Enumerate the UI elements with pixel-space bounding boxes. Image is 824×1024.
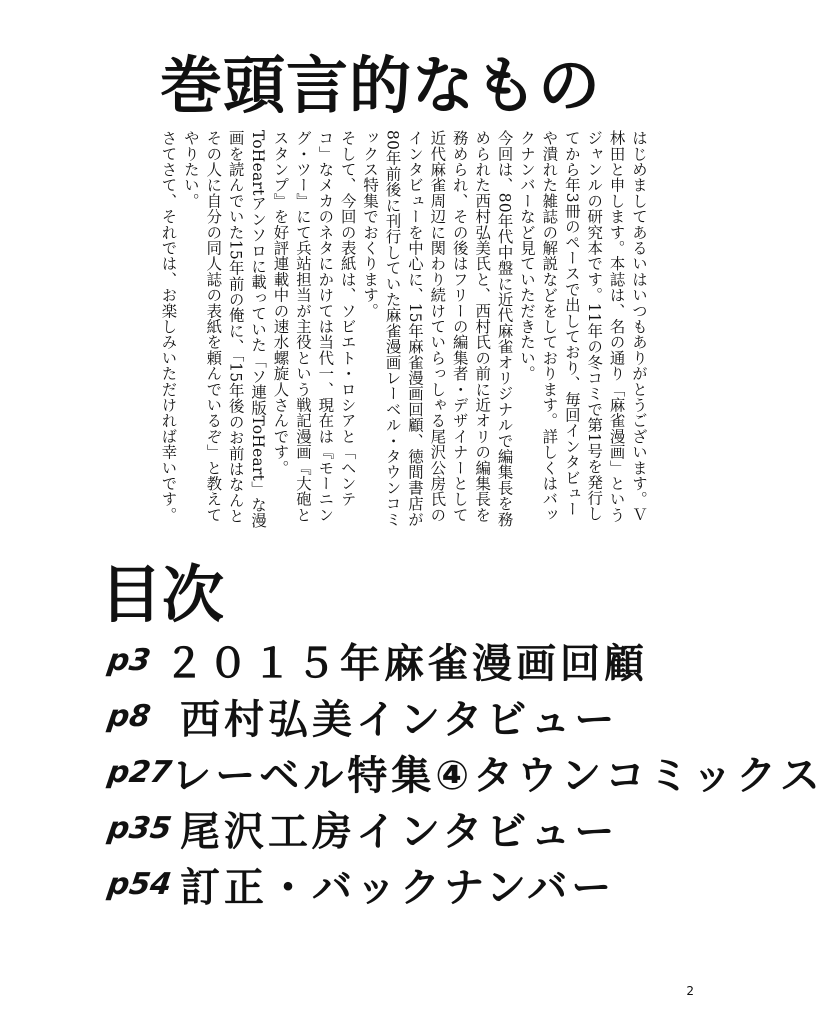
paragraph: 今回は、80年代中盤に近代麻雀オリジナルで編集長を務められた西村弘美氏と、西村氏の前に近オリの編集長を務められ、その後はフリーの編集者・デザイナーとして近代麻雀周辺に関わり続けていらっしゃる尾沢公房氏のインタビューを中心に、15年麻雀漫画回顧、徳間書店が80年前後に刊行していた麻雀漫画レーベル・タウンコミックス特集でおくります。	[361, 130, 514, 527]
toc-item	[105, 856, 648, 912]
toc-item	[105, 744, 824, 800]
table-of-contents	[105, 632, 824, 912]
toc-item	[105, 632, 648, 688]
toc-title: 尾沢工房インタビュー	[180, 808, 619, 855]
toc-item	[105, 800, 648, 856]
toc-title: レーベル特集④タウンコミックス	[171, 752, 824, 799]
editorial-text	[157, 130, 650, 530]
toc-title: 西村弘美インタビュー	[180, 696, 619, 743]
toc-title: ２０１５年麻雀漫画回顧	[164, 640, 648, 687]
page-number: 2	[686, 984, 694, 998]
paragraph: はじめましてあるいはいつもありがとうございます。Ｖ林田と申します。本誌は、名の通り「麻雀漫画」というジャンルの研究本です。11年の冬コミで第1号を発行してから年3冊のペースで出しており、毎回インタビューや潰れた雑誌の解説などをしております。詳しくはバックナンバーなど見ていただきたい。	[517, 130, 648, 523]
toc-page-number: p8	[105, 698, 153, 734]
toc-title: 訂正・バックナンバー	[180, 864, 616, 911]
page-title: 巻頭言的なもの	[160, 49, 602, 122]
paragraph: さてさて、それでは、お楽しみいただければ幸いです。	[159, 130, 178, 523]
toc-heading: 目次	[100, 558, 225, 631]
toc-page-number: p3	[105, 642, 153, 678]
toc-page-number: p54	[105, 866, 174, 902]
paragraph: そして、今回の表紙は、ソビエト・ロシアと「ヘンテコ」なメカのネタにかけては当代一、現在は『モーニング・ツー』にて兵站担当が主役という戦記漫画『大砲とスタンプ』を好評連載中の速水螺旋人さんです。ToHeartアンソロに載っていた「ソ連版ToHeart」な漫画を読んでいた15年前の俺に、「15年後のお前はなんとその人に自分の同人誌の表紙を頼んでいるぞ」と教えてやりたい。	[181, 130, 357, 529]
toc-page-number: p27	[105, 754, 174, 790]
toc-item	[105, 688, 648, 744]
toc-page-number: p35	[105, 810, 174, 846]
